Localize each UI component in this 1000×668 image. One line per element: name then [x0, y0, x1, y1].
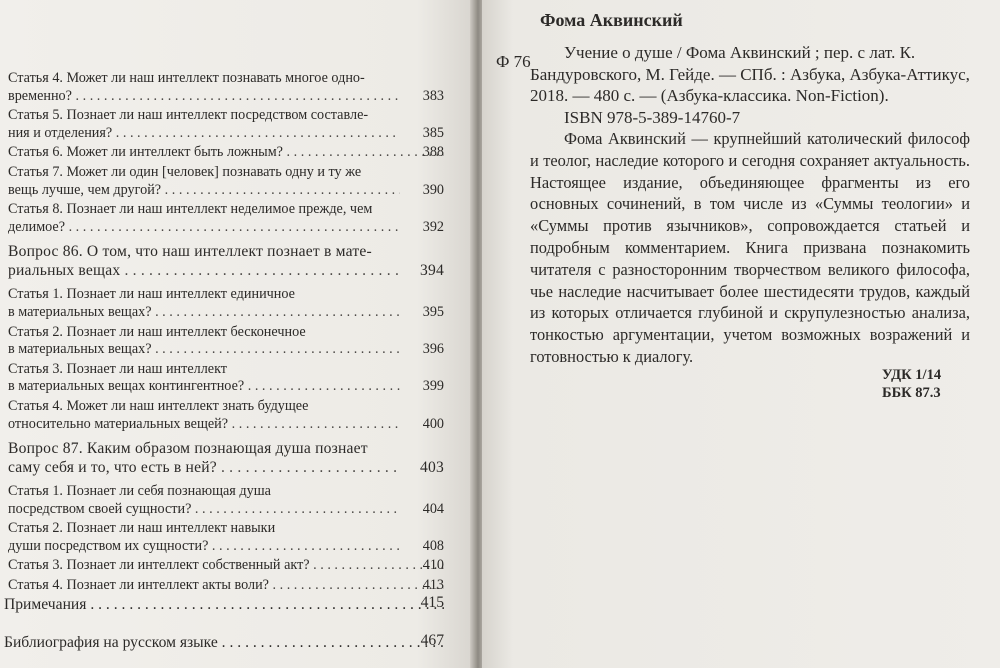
catalog-bibliographic-record: Учение о душе / Фома Аквинский ; пер. с лат. К. Бандуровского, М. Гейде. — СПб. : Азбука, Азбука-Аттикус, 2018. — 480 с. — (Азбука-классика. Non-Fiction). [530, 43, 970, 105]
toc-entry-title [8, 557, 444, 575]
toc-entry-title [8, 483, 444, 518]
toc-entry-line: Статья 2. Познает ли наш интеллект бесконечное [8, 323, 306, 340]
toc-entry-page: 410 [422, 557, 444, 574]
toc-entry-line: посредством своей сущности? . . . [8, 501, 400, 519]
toc-article-entry [8, 361, 444, 396]
toc-entry-page: 399 [422, 378, 444, 395]
toc-entry-page: 388 [422, 144, 444, 161]
toc-entry-title [8, 324, 444, 359]
toc-article-entry [8, 520, 444, 555]
toc-entry-line: Вопрос 86. О том, что наш интеллект познает в мате- [8, 243, 372, 261]
toc-entry-line: Статья 5. Познает ли наш интеллект посредством составле- [8, 107, 369, 124]
toc-article-entry [8, 483, 444, 518]
toc-entry-page: 383 [422, 87, 444, 104]
toc-article-entry [8, 107, 444, 142]
toc-entry-line: души посредством их сущности? . . . [8, 538, 400, 556]
bbk-code: ББК 87.3 [882, 385, 941, 401]
toc-entry-title: Библиография на русском языке . . . [4, 634, 444, 652]
toc-article-entry [8, 557, 444, 575]
toc-entry-page: 403 [420, 459, 444, 477]
toc-entry-title [8, 439, 444, 477]
toc-entry-line: Статья 4. Может ли наш интеллект знать будущее [8, 397, 309, 414]
toc-entry-line: Статья 3. Познает ли наш интеллект [8, 360, 228, 377]
toc-entry-line: Статья 2. Познает ли наш интеллект навыки [8, 520, 276, 537]
toc-entry-line: Статья 1. Познает ли наш интеллект единичное [8, 286, 295, 303]
toc-entry-line: Статья 3. Познает ли интеллект собственный акт? [8, 557, 310, 574]
toc-article-entry [8, 286, 444, 321]
toc-entry-page: 400 [422, 415, 444, 432]
toc-entry-title [8, 577, 444, 595]
toc-entry-title [8, 201, 444, 236]
toc-article-entry [8, 577, 444, 595]
toc-entry-line: Статья 4. Может ли наш интеллект познавать многое одно- [8, 70, 365, 86]
toc-entry-page: 396 [422, 341, 444, 358]
toc-entry-title [8, 520, 444, 555]
toc-entry-page: 408 [422, 537, 444, 554]
toc-entry-line: в материальных вещах? . . . [8, 341, 400, 359]
toc-entry-page: 467 [420, 632, 444, 649]
toc-entry-title [8, 107, 444, 142]
toc-entry-line: саму себя и то, что есть в ней? . . . [8, 458, 400, 477]
toc-entry-page: 413 [422, 577, 444, 594]
toc-entry-title [8, 144, 444, 162]
catalog-description [530, 42, 970, 368]
toc-entry-title [8, 242, 444, 280]
toc-entry-page: 415 [420, 594, 444, 611]
toc-entry-page: 385 [422, 124, 444, 141]
toc-question-entry [8, 439, 444, 477]
toc-entry-line: Статья 7. Может ли один [человек] познавать одну и ту же [8, 163, 362, 180]
toc-entry-line: Вопрос 87. Каким образом познающая душа познает [8, 440, 368, 458]
catalog-author-heading: Фома Аквинский [540, 10, 683, 30]
toc-entry-bibliography [4, 634, 444, 652]
catalog-author-code: Ф 76 [496, 52, 531, 71]
toc-entry-title [8, 164, 444, 199]
catalog-annotation: Фома Аквинский — крупнейший католический философ и теолог, наследие которого и сегодня сохраняет актуальность. Настоящее издание, объединяющее фрагменты из его основных сочинений, в том числе из «Суммы теологии» и «Суммы против язычников», сопровождается статьей и подробным комментарием. Книга призвана познакомить читателя с разносторонним творчеством великого философа, чье наследие насчитывает более шестидесяти трудов, каждый из которых отличается глубиной и скрупулезностью анализа, тонкостью аргументации, учетом возможных возражений и готовностью к диалогу. [530, 129, 970, 366]
toc-entry-title: Примечания . . . [4, 596, 444, 614]
toc-entry-title [8, 70, 444, 105]
toc-entry-line: относительно материальных вещей? . . . [8, 416, 400, 434]
toc-article-entry [8, 398, 444, 433]
toc-article-entry [8, 70, 444, 105]
toc-entry-line: Статья 6. Может ли интеллект быть ложным? [8, 144, 283, 161]
toc-entry-line: ния и отделения? . . . [8, 125, 400, 143]
toc-article-entry [8, 144, 444, 162]
toc-question-entry [8, 242, 444, 280]
catalog-isbn: ISBN 978-5-389-14760-7 [564, 107, 741, 127]
toc-entry-line: в материальных вещах? . . . [8, 304, 400, 322]
toc-entry-page: 390 [422, 181, 444, 198]
toc-entry-line: делимое? . . . [8, 219, 400, 237]
toc-entry-page: 404 [422, 500, 444, 517]
toc-entry-title [8, 398, 444, 433]
toc-entry-page: 392 [422, 218, 444, 235]
toc-article-entry [8, 164, 444, 199]
table-of-contents [8, 70, 444, 597]
left-page-contents [0, 0, 474, 668]
toc-entry-page: 394 [420, 262, 444, 280]
classification-codes [882, 366, 941, 402]
toc-article-entry [8, 201, 444, 236]
toc-entry-line: риальных вещах . . . [8, 261, 400, 280]
toc-entry-title [8, 286, 444, 321]
toc-entry-line: Статья 8. Познает ли наш интеллект неделимое прежде, чем [8, 201, 373, 218]
toc-entry-page: 395 [422, 303, 444, 320]
toc-entry-line: в материальных вещах контингентное? . . . [8, 378, 400, 396]
toc-article-entry [8, 324, 444, 359]
toc-entry-line: Статья 1. Познает ли себя познающая душа [8, 483, 271, 500]
toc-entry-title [8, 361, 444, 396]
toc-entry-line: вещь лучше, чем другой? . . . [8, 182, 400, 200]
toc-entry-line: Статья 4. Познает ли интеллект акты воли? [8, 577, 269, 594]
udk-code: УДК 1/14 [882, 367, 942, 383]
toc-entry-notes [4, 596, 444, 614]
toc-entry-line: временно? . . . [8, 88, 400, 106]
right-page-catalog-card [482, 0, 1000, 668]
